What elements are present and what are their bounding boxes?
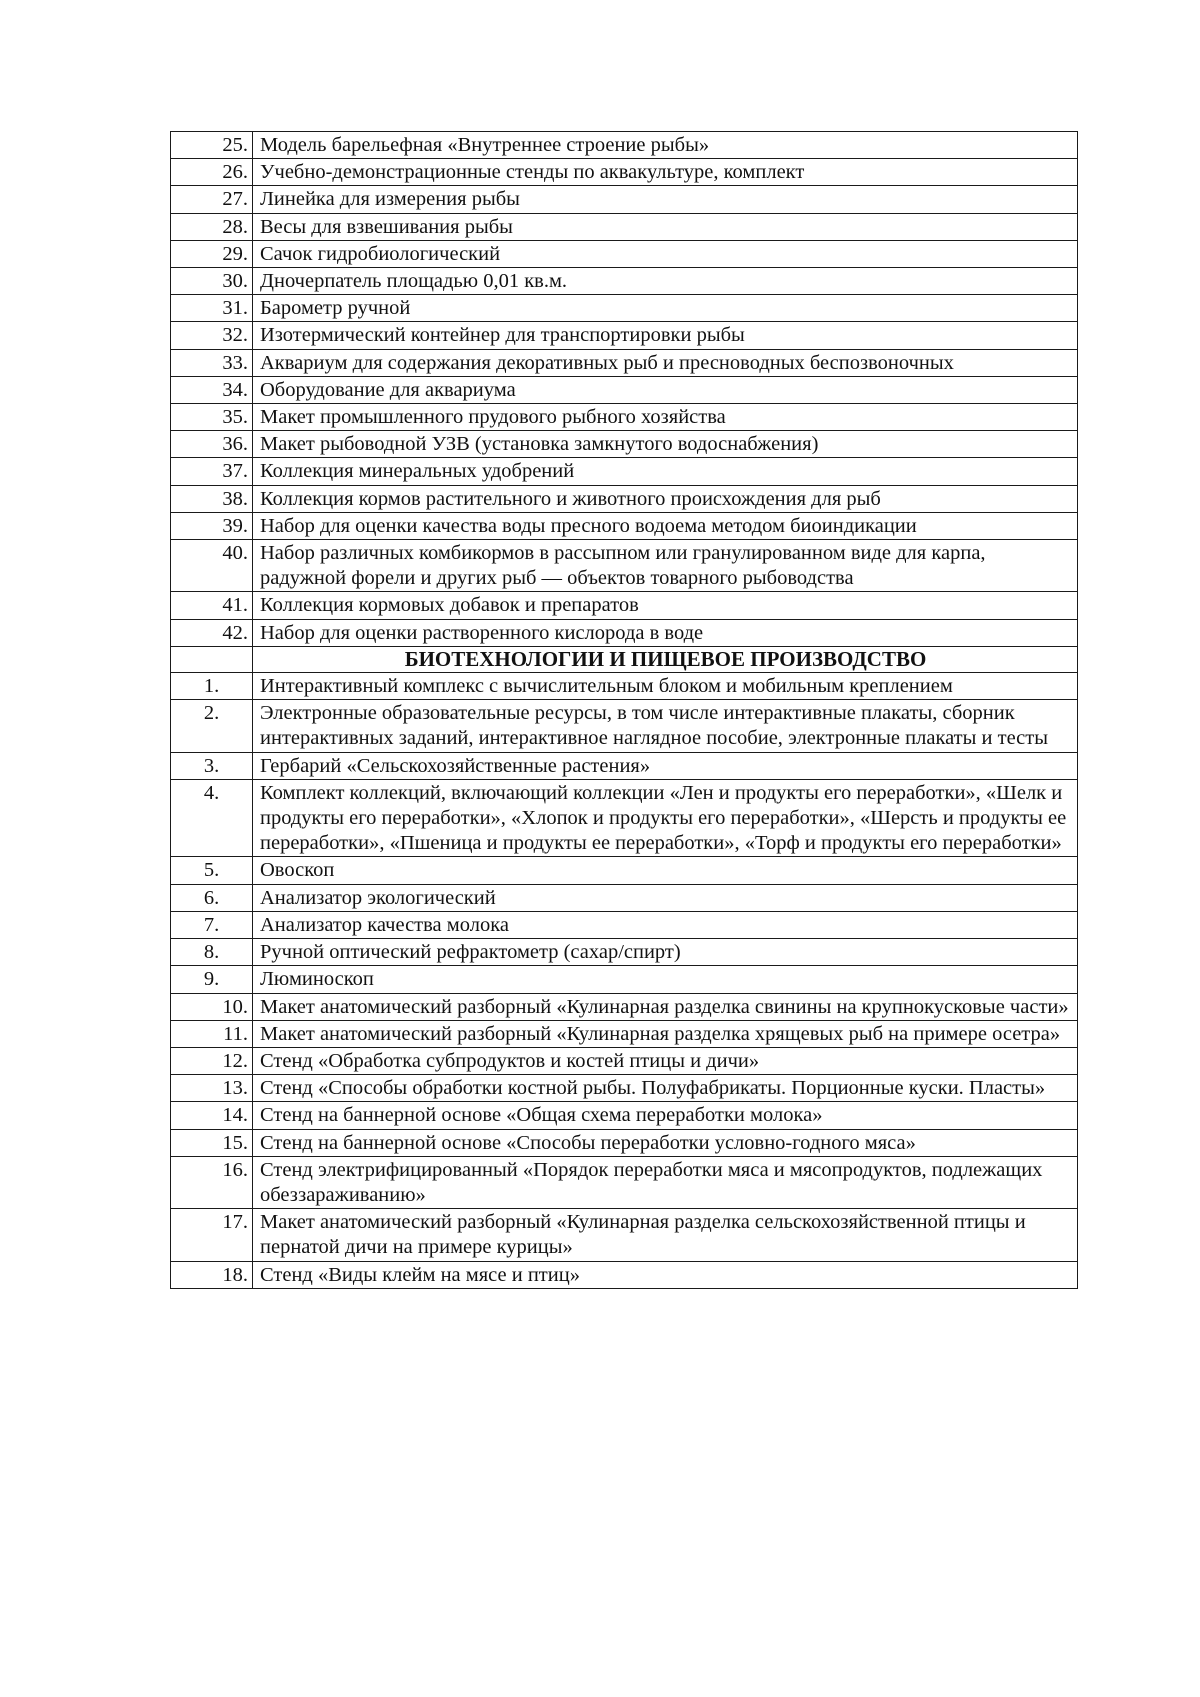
row-text: Оборудование для аквариума xyxy=(253,376,1078,403)
row-number: 33. xyxy=(171,349,253,376)
row-number: 32. xyxy=(171,322,253,349)
row-number: 11. xyxy=(171,1020,253,1047)
table-row xyxy=(171,1102,1078,1129)
table-row xyxy=(171,1075,1078,1102)
row-text: Дночерпатель площадью 0,01 кв.м. xyxy=(253,268,1078,295)
row-text: Макет рыбоводной УЗВ (установка замкнутого водоснабжения) xyxy=(253,431,1078,458)
row-text: Макет анатомический разборный «Кулинарная разделка свинины на крупнокусковые части» xyxy=(253,993,1078,1020)
row-text: Люминоскоп xyxy=(253,966,1078,993)
row-text: Стенд на баннерной основе «Общая схема переработки молока» xyxy=(253,1102,1078,1129)
row-text: Стенд «Способы обработки костной рыбы. Полуфабрикаты. Порционные куски. Пласты» xyxy=(253,1075,1078,1102)
table-row xyxy=(171,911,1078,938)
row-number: 29. xyxy=(171,240,253,267)
section-title: БИОТЕХНОЛОГИИ И ПИЩЕВОЕ ПРОИЗВОДСТВО xyxy=(253,646,1078,672)
section-number-cell xyxy=(171,646,253,672)
table-row xyxy=(171,1047,1078,1074)
row-text: Анализатор качества молока xyxy=(253,911,1078,938)
row-text: Овоскоп xyxy=(253,857,1078,884)
table-row xyxy=(171,431,1078,458)
row-number: 16. xyxy=(171,1156,253,1208)
row-text: Макет анатомический разборный «Кулинарная разделка сельскохозяйственной птицы и пернатой дичи на примере курицы» xyxy=(253,1209,1078,1261)
row-text: Набор различных комбикормов в рассыпном или гранулированном виде для карпа, радужной форели и других рыб — объектов товарного рыбоводства xyxy=(253,540,1078,592)
table-row xyxy=(171,1129,1078,1156)
row-number: 31. xyxy=(171,295,253,322)
table-row xyxy=(171,159,1078,186)
row-number: 18. xyxy=(171,1261,253,1288)
table-row xyxy=(171,619,1078,646)
row-number: 13. xyxy=(171,1075,253,1102)
row-number: 1. xyxy=(171,673,253,700)
row-number: 5. xyxy=(171,857,253,884)
row-number: 34. xyxy=(171,376,253,403)
table-row xyxy=(171,752,1078,779)
row-number: 10. xyxy=(171,993,253,1020)
row-text: Весы для взвешивания рыбы xyxy=(253,213,1078,240)
table-row xyxy=(171,993,1078,1020)
table-row xyxy=(171,1020,1078,1047)
table-row xyxy=(171,240,1078,267)
row-number: 4. xyxy=(171,779,253,857)
row-number: 37. xyxy=(171,458,253,485)
row-number: 40. xyxy=(171,540,253,592)
table-row xyxy=(171,939,1078,966)
row-text: Модель барельефная «Внутреннее строение рыбы» xyxy=(253,132,1078,159)
row-text: Набор для оценки качества воды пресного водоема методом биоиндикации xyxy=(253,512,1078,539)
table-row xyxy=(171,458,1078,485)
row-text: Коллекция минеральных удобрений xyxy=(253,458,1078,485)
row-text: Линейка для измерения рыбы xyxy=(253,186,1078,213)
row-number: 15. xyxy=(171,1129,253,1156)
table-row xyxy=(171,540,1078,592)
row-text: Сачок гидробиологический xyxy=(253,240,1078,267)
row-number: 36. xyxy=(171,431,253,458)
equipment-table xyxy=(170,131,1078,1289)
row-text: Стенд «Обработка субпродуктов и костей птицы и дичи» xyxy=(253,1047,1078,1074)
table-row xyxy=(171,349,1078,376)
row-number: 14. xyxy=(171,1102,253,1129)
row-text: Стенд электрифицированный «Порядок переработки мяса и мясопродуктов, подлежащих обеззараживанию» xyxy=(253,1156,1078,1208)
row-text: Набор для оценки растворенного кислорода в воде xyxy=(253,619,1078,646)
row-number: 17. xyxy=(171,1209,253,1261)
row-number: 38. xyxy=(171,485,253,512)
row-number: 7. xyxy=(171,911,253,938)
row-number: 12. xyxy=(171,1047,253,1074)
row-number: 2. xyxy=(171,700,253,752)
table-row xyxy=(171,779,1078,857)
row-text: Комплект коллекций, включающий коллекции «Лен и продукты его переработки», «Шелк и продукты его переработки», «Хлопок и продукты его переработки», «Шерсть и продукты ее переработки», «Пшеница и продукты ее переработки», «Торф и продукты его переработки» xyxy=(253,779,1078,857)
row-number: 8. xyxy=(171,939,253,966)
table-row xyxy=(171,1209,1078,1261)
row-text: Стенд на баннерной основе «Способы переработки условно-годного мяса» xyxy=(253,1129,1078,1156)
table-row xyxy=(171,673,1078,700)
table-row xyxy=(171,700,1078,752)
table-row xyxy=(171,485,1078,512)
row-number: 39. xyxy=(171,512,253,539)
row-text: Аквариум для содержания декоративных рыб и пресноводных беспозвоночных xyxy=(253,349,1078,376)
table-row xyxy=(171,268,1078,295)
section-header-row xyxy=(171,646,1078,672)
row-text: Макет анатомический разборный «Кулинарная разделка хрящевых рыб на примере осетра» xyxy=(253,1020,1078,1047)
table-row xyxy=(171,857,1078,884)
row-text: Коллекция кормов растительного и животного происхождения для рыб xyxy=(253,485,1078,512)
table-row xyxy=(171,213,1078,240)
row-text: Гербарий «Сельскохозяйственные растения» xyxy=(253,752,1078,779)
table-row xyxy=(171,966,1078,993)
table-row xyxy=(171,186,1078,213)
row-number: 9. xyxy=(171,966,253,993)
row-text: Стенд «Виды клейм на мясе и птиц» xyxy=(253,1261,1078,1288)
row-text: Учебно-демонстрационные стенды по аквакультуре, комплект xyxy=(253,159,1078,186)
row-text: Электронные образовательные ресурсы, в том числе интерактивные плакаты, сборник интерактивных заданий, интерактивное наглядное пособие, электронные плакаты и тесты xyxy=(253,700,1078,752)
row-number: 42. xyxy=(171,619,253,646)
table-row xyxy=(171,1261,1078,1288)
table-row xyxy=(171,512,1078,539)
table-row xyxy=(171,132,1078,159)
row-text: Интерактивный комплекс с вычислительным блоком и мобильным креплением xyxy=(253,673,1078,700)
table-row xyxy=(171,376,1078,403)
row-number: 28. xyxy=(171,213,253,240)
row-number: 26. xyxy=(171,159,253,186)
row-number: 27. xyxy=(171,186,253,213)
table-row xyxy=(171,1156,1078,1208)
equipment-table-body xyxy=(171,132,1078,1289)
table-row xyxy=(171,884,1078,911)
table-row xyxy=(171,295,1078,322)
row-number: 35. xyxy=(171,404,253,431)
row-number: 25. xyxy=(171,132,253,159)
row-number: 6. xyxy=(171,884,253,911)
table-row xyxy=(171,404,1078,431)
row-text: Макет промышленного прудового рыбного хозяйства xyxy=(253,404,1078,431)
row-text: Ручной оптический рефрактометр (сахар/спирт) xyxy=(253,939,1078,966)
table-row xyxy=(171,592,1078,619)
row-text: Барометр ручной xyxy=(253,295,1078,322)
row-number: 3. xyxy=(171,752,253,779)
row-number: 41. xyxy=(171,592,253,619)
row-text: Анализатор экологический xyxy=(253,884,1078,911)
row-text: Изотермический контейнер для транспортировки рыбы xyxy=(253,322,1078,349)
row-text: Коллекция кормовых добавок и препаратов xyxy=(253,592,1078,619)
row-number: 30. xyxy=(171,268,253,295)
table-row xyxy=(171,322,1078,349)
